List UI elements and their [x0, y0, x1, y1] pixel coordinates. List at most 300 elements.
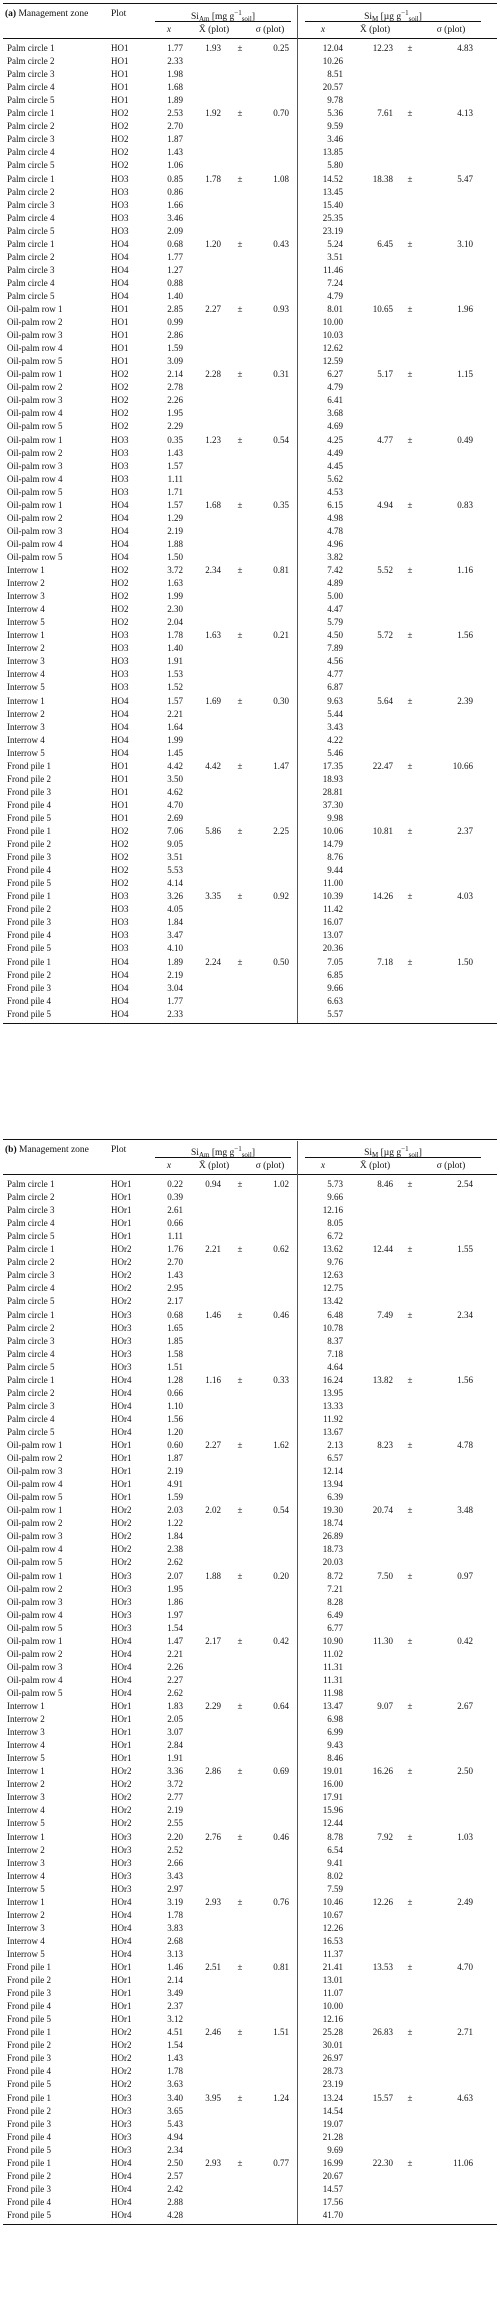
- cell-plot: HOr2: [111, 1779, 132, 1790]
- table-row: [3, 2183, 497, 2195]
- cell-xm: 6.39: [327, 1492, 343, 1503]
- cell-mean: 1.68: [205, 499, 221, 510]
- cell-x: 1.85: [167, 1335, 183, 1346]
- cell-plot: HOr3: [111, 1583, 132, 1594]
- si-m-sigma-header-text: σ (plot): [436, 1161, 466, 1171]
- cell-pmm: ±: [407, 499, 413, 510]
- cell-x: 0.66: [167, 1218, 183, 1229]
- si-am-sigma-header-text: σ (plot): [255, 25, 285, 35]
- cell-zone: Interrow 3: [7, 1857, 45, 1868]
- cell-zone: Interrow 4: [7, 1870, 45, 1881]
- table-row: [3, 1413, 497, 1425]
- table-top-rule: [3, 1139, 497, 1140]
- cell-plot: HOr4: [111, 1374, 132, 1385]
- cell-x: 2.05: [167, 1714, 183, 1725]
- cell-zone: Oil-palm row 4: [7, 1609, 63, 1620]
- cell-sigmam: 0.42: [457, 1635, 473, 1646]
- plot-header: [111, 8, 126, 20]
- cell-plot: HO4: [111, 512, 129, 523]
- cell-plot: HOr2: [111, 2079, 132, 2090]
- table-row: [3, 68, 497, 80]
- cell-xm: 10.00: [322, 2001, 343, 2012]
- cell-x: 3.83: [167, 1922, 183, 1933]
- cell-xm: 4.53: [327, 486, 343, 497]
- cell-zone: Palm circle 1: [7, 1179, 55, 1189]
- cell-xm: 17.35: [322, 760, 343, 771]
- cell-mean: 0.94: [205, 1179, 221, 1189]
- cell-meanm: 12.23: [372, 43, 393, 53]
- cell-xm: 4.64: [327, 1361, 343, 1372]
- table-row: [3, 1844, 497, 1856]
- si-am-group-header: [153, 7, 293, 25]
- si-am-x-header-text: x: [166, 1161, 172, 1171]
- si-am-group-header-unit-close: ]: [251, 12, 255, 22]
- cell-x: 2.09: [167, 225, 183, 236]
- cell-xm: 8.37: [327, 1335, 343, 1346]
- cell-mean: 1.20: [205, 238, 221, 249]
- cell-plot: HO1: [111, 317, 129, 328]
- si-am-mean-header-text: X̄ (plot): [198, 25, 230, 35]
- cell-x: 1.50: [167, 551, 183, 562]
- cell-zone: Palm circle 3: [7, 134, 55, 145]
- cell-xm: 20.67: [322, 2170, 343, 2181]
- cell-xm: 4.89: [327, 578, 343, 589]
- cell-plot: HO3: [111, 212, 129, 223]
- cell-x: 1.28: [167, 1374, 183, 1385]
- cell-plot: HOr3: [111, 1609, 132, 1620]
- cell-sigmam: 2.67: [457, 1701, 473, 1711]
- table-row: [3, 668, 497, 680]
- cell-xm: 13.62: [322, 1244, 343, 1255]
- cell-x: 2.97: [167, 1883, 183, 1894]
- cell-x: 1.78: [167, 1909, 183, 1920]
- table-row: [3, 616, 497, 628]
- plot-header-text: Plot: [111, 1145, 127, 1155]
- cell-sigma: 0.92: [273, 891, 289, 902]
- table-row: [3, 173, 497, 185]
- cell-xm: 12.14: [322, 1466, 343, 1477]
- cell-meanm: 5.64: [377, 695, 393, 706]
- table-row: [3, 1374, 497, 1386]
- cell-xm: 8.02: [327, 1870, 343, 1881]
- cell-xm: 9.98: [327, 812, 343, 823]
- cell-mean: 1.46: [205, 1309, 221, 1320]
- cell-xm: 11.02: [323, 1648, 343, 1659]
- cell-x: 2.14: [167, 369, 183, 380]
- cell-plot: HOr1: [111, 1179, 132, 1189]
- cell-zone: Interrow 2: [7, 1714, 45, 1725]
- management-zone-header: Management zone: [18, 9, 89, 19]
- cell-xm: 13.85: [322, 147, 343, 158]
- table-row: [3, 420, 497, 432]
- cell-xm: 21.28: [322, 2131, 343, 2142]
- si-am-x-header: [153, 24, 185, 36]
- cell-zone: Frond pile 4: [7, 995, 51, 1006]
- cell-plot: HO3: [111, 904, 129, 915]
- cell-xm: 12.26: [322, 1922, 343, 1933]
- cell-plot: HOr3: [111, 2131, 132, 2142]
- cell-x: 2.69: [167, 812, 183, 823]
- cell-plot: HO3: [111, 917, 129, 928]
- cell-zone: Oil-palm row 4: [7, 1544, 63, 1555]
- cell-zone: Interrow 3: [7, 656, 45, 667]
- table-row: [3, 94, 497, 106]
- cell-plot: HO1: [111, 812, 129, 823]
- cell-zone: Frond pile 5: [7, 878, 51, 889]
- cell-plot: HOr2: [111, 2027, 132, 2038]
- cell-x: 3.09: [167, 356, 183, 367]
- si-am-mean-header-text: X̄ (plot): [198, 1161, 230, 1171]
- cell-xm: 9.66: [327, 1192, 343, 1203]
- cell-x: 0.66: [167, 1387, 183, 1398]
- cell-x: 2.26: [167, 395, 183, 406]
- cell-plot: HOr3: [111, 2118, 132, 2129]
- cell-plot: HO4: [111, 995, 129, 1006]
- si-m-group-header-name: Si: [364, 12, 373, 22]
- cell-plot: HOr3: [111, 1570, 132, 1581]
- table-row: [3, 956, 497, 968]
- table-row: [3, 486, 497, 498]
- cell-plot: HO2: [111, 878, 129, 889]
- si-am-group-header-name: Si: [191, 12, 199, 22]
- cell-x: 1.71: [167, 486, 183, 497]
- cell-x: 2.53: [167, 108, 183, 119]
- cell-sigma: 0.62: [273, 1244, 289, 1255]
- cell-pmm: ±: [407, 304, 413, 314]
- cell-xm: 25.35: [322, 212, 343, 223]
- cell-sigma: 0.81: [273, 565, 289, 575]
- cell-x: 2.77: [167, 1792, 183, 1803]
- cell-pm: ±: [237, 956, 243, 967]
- cell-x: 2.26: [167, 1661, 183, 1672]
- cell-x: 1.53: [167, 669, 183, 680]
- cell-plot: HOr1: [111, 1192, 132, 1203]
- cell-xm: 16.07: [322, 917, 343, 928]
- cell-xm: 6.77: [327, 1622, 343, 1633]
- cell-pmm: ±: [407, 695, 413, 706]
- cell-zone: Oil-palm row 4: [7, 538, 63, 549]
- table-row: [3, 642, 497, 654]
- cell-zone: Frond pile 1: [7, 891, 51, 902]
- cell-zone: Palm circle 2: [7, 251, 55, 262]
- si-m-group-underline: [305, 1157, 481, 1158]
- cell-x: 2.66: [167, 1857, 183, 1868]
- cell-pmm: ±: [407, 1309, 413, 1320]
- cell-zone: Oil-palm row 4: [7, 408, 63, 419]
- cell-plot: HOr4: [111, 1387, 132, 1398]
- cell-x: 1.83: [167, 1701, 183, 1711]
- cell-zone: Oil-palm row 1: [7, 1505, 63, 1516]
- cell-zone: Frond pile 3: [7, 1988, 51, 1999]
- cell-zone: Frond pile 2: [7, 2105, 51, 2116]
- cell-zone: Oil-palm row 3: [7, 1466, 63, 1477]
- cell-x: 1.78: [167, 630, 183, 641]
- cell-xm: 12.75: [322, 1283, 343, 1294]
- cell-xm: 7.42: [327, 565, 343, 575]
- cell-x: 3.36: [167, 1766, 183, 1777]
- cell-x: 2.57: [167, 2170, 183, 2181]
- table-row: [3, 2052, 497, 2064]
- cell-x: 3.13: [167, 1948, 183, 1959]
- table-row: [3, 864, 497, 876]
- cell-plot: HOr2: [111, 1244, 132, 1255]
- table-row: [3, 1269, 497, 1281]
- cell-plot: HOr3: [111, 1883, 132, 1894]
- cell-meanm: 9.07: [377, 1701, 393, 1711]
- cell-zone: Frond pile 2: [7, 969, 51, 980]
- cell-plot: HOr3: [111, 2105, 132, 2116]
- cell-zone: Frond pile 4: [7, 2066, 51, 2077]
- table-row: [3, 903, 497, 915]
- cell-xm: 12.62: [322, 343, 343, 354]
- cell-plot: HO4: [111, 551, 129, 562]
- cell-sigmam: 2.54: [457, 1179, 473, 1189]
- cell-pm: ±: [237, 2092, 243, 2103]
- cell-pmm: ±: [407, 434, 413, 445]
- cell-zone: Oil-palm row 1: [7, 499, 63, 510]
- table-row: [3, 1883, 497, 1895]
- table-row: [3, 277, 497, 289]
- table-row: [3, 812, 497, 824]
- cell-x: 1.58: [167, 1348, 183, 1359]
- table-row: [3, 199, 497, 211]
- table-row: [3, 838, 497, 850]
- cell-plot: HO2: [111, 826, 129, 836]
- table-row: [3, 1230, 497, 1242]
- si-m-group-header-unit-close: ]: [418, 1148, 422, 1158]
- table-row: [3, 982, 497, 994]
- cell-plot: HOr4: [111, 1935, 132, 1946]
- table-row: [3, 342, 497, 354]
- cell-x: 2.30: [167, 604, 183, 615]
- si-am-sigma-header: [247, 1160, 293, 1172]
- cell-x: 3.26: [167, 891, 183, 902]
- cell-sigmam: 11.06: [453, 2157, 473, 2168]
- table-row: [3, 368, 497, 380]
- cell-plot: HOr4: [111, 2209, 132, 2220]
- table-row: [3, 1426, 497, 1438]
- cell-x: 1.54: [167, 1622, 183, 1633]
- table-row: [3, 538, 497, 550]
- cell-zone: Frond pile 4: [7, 799, 51, 810]
- cell-sigmam: 2.39: [457, 695, 473, 706]
- cell-mean: 1.23: [205, 434, 221, 445]
- si-am-group-header: [153, 1143, 293, 1161]
- cell-xm: 13.67: [322, 1426, 343, 1437]
- cell-xm: 7.21: [327, 1583, 343, 1594]
- table-row: [3, 355, 497, 367]
- cell-xm: 9.43: [327, 1740, 343, 1751]
- cell-xm: 11.31: [323, 1661, 343, 1672]
- cell-plot: HO1: [111, 760, 129, 771]
- cell-x: 2.62: [167, 1557, 183, 1568]
- cell-mean: 2.76: [205, 1831, 221, 1842]
- table-row: [3, 1295, 497, 1307]
- table-row: [3, 1570, 497, 1582]
- table-row: [3, 747, 497, 759]
- cell-x: 1.99: [167, 734, 183, 745]
- cell-sigma: 0.21: [273, 630, 289, 641]
- cell-xm: 6.72: [327, 1231, 343, 1242]
- cell-zone: Interrow 4: [7, 1805, 45, 1816]
- cell-xm: 9.76: [327, 1257, 343, 1268]
- cell-plot: HO3: [111, 434, 129, 445]
- cell-zone: Frond pile 1: [7, 1962, 51, 1972]
- table-row: [3, 1765, 497, 1777]
- cell-xm: 4.47: [327, 604, 343, 615]
- cell-xm: 16.24: [322, 1374, 343, 1385]
- cell-pmm: ±: [407, 1244, 413, 1255]
- si-m-mean-header: [349, 1160, 401, 1172]
- table-row: [3, 290, 497, 302]
- cell-zone: Frond pile 4: [7, 2131, 51, 2142]
- cell-meanm: 7.92: [377, 1831, 393, 1842]
- cell-xm: 13.33: [322, 1400, 343, 1411]
- cell-zone: Palm circle 4: [7, 1283, 55, 1294]
- cell-zone: Interrow 5: [7, 682, 45, 693]
- cell-zone: Oil-palm row 5: [7, 356, 63, 367]
- table-row: [3, 447, 497, 459]
- cell-x: 1.59: [167, 343, 183, 354]
- cell-plot: HO2: [111, 382, 129, 393]
- cell-pm: ±: [237, 2157, 243, 2168]
- cell-mean: 2.24: [205, 956, 221, 967]
- cell-meanm: 6.45: [377, 238, 393, 249]
- cell-zone: Oil-palm row 5: [7, 421, 63, 432]
- table-row: [3, 225, 497, 237]
- cell-xm: 3.68: [327, 408, 343, 419]
- cell-plot: HOr4: [111, 2196, 132, 2207]
- cell-plot: HOr2: [111, 2040, 132, 2051]
- cell-plot: HOr1: [111, 1440, 132, 1450]
- cell-sigmam: 0.49: [457, 434, 473, 445]
- cell-xm: 10.03: [322, 330, 343, 341]
- cell-zone: Oil-palm row 2: [7, 1583, 63, 1594]
- cell-xm: 10.06: [322, 826, 343, 836]
- cell-plot: HOr2: [111, 1805, 132, 1816]
- table-row: [3, 1191, 497, 1203]
- cell-sigma: 0.30: [273, 695, 289, 706]
- cell-zone: Interrow 3: [7, 591, 45, 602]
- cell-x: 3.40: [167, 2092, 183, 2103]
- table-row: [3, 1870, 497, 1882]
- cell-x: 2.19: [167, 525, 183, 536]
- cell-pmm: ±: [407, 1766, 413, 1777]
- cell-plot: HO3: [111, 199, 129, 210]
- cell-zone: Interrow 5: [7, 1948, 45, 1959]
- cell-zone: Frond pile 1: [7, 956, 51, 967]
- cell-xm: 14.57: [322, 2183, 343, 2194]
- cell-mean: 1.93: [205, 43, 221, 53]
- cell-plot: HOr1: [111, 1492, 132, 1503]
- cell-x: 3.49: [167, 1988, 183, 1999]
- cell-mean: 1.16: [205, 1374, 221, 1385]
- cell-pm: ±: [237, 1440, 243, 1450]
- cell-plot: HO1: [111, 82, 129, 93]
- cell-xm: 5.46: [327, 747, 343, 758]
- cell-xm: 21.41: [322, 1962, 343, 1972]
- table-row: [3, 2170, 497, 2182]
- cell-pm: ±: [237, 1635, 243, 1646]
- cell-pmm: ±: [407, 1701, 413, 1711]
- cell-meanm: 5.72: [377, 630, 393, 641]
- si-am-group-header-sub: Am: [198, 15, 210, 23]
- table-row: [3, 1739, 497, 1751]
- cell-zone: Oil-palm row 2: [7, 1453, 63, 1464]
- table-row: [3, 120, 497, 132]
- table-row: [3, 251, 497, 263]
- cell-sigmam: 4.03: [457, 891, 473, 902]
- cell-xm: 10.46: [322, 1896, 343, 1907]
- cell-zone: Interrow 2: [7, 578, 45, 589]
- cell-sigma: 0.35: [273, 499, 289, 510]
- cell-zone: Oil-palm row 5: [7, 1622, 63, 1633]
- cell-zone: Interrow 5: [7, 1753, 45, 1764]
- cell-meanm: 14.26: [372, 891, 393, 902]
- cell-sigma: 0.46: [273, 1831, 289, 1842]
- cell-pmm: ±: [407, 2027, 413, 2038]
- cell-pmm: ±: [407, 1505, 413, 1516]
- cell-x: 2.86: [167, 330, 183, 341]
- cell-plot: HO4: [111, 290, 129, 301]
- cell-zone: Frond pile 1: [7, 760, 51, 771]
- cell-xm: 11.00: [323, 878, 343, 889]
- cell-pmm: ±: [407, 1440, 413, 1450]
- cell-zone: Frond pile 2: [7, 839, 51, 850]
- cell-sigmam: 4.83: [457, 43, 473, 53]
- si-m-group-header-unit-sup: −1: [401, 9, 409, 17]
- cell-mean: 2.17: [205, 1635, 221, 1646]
- cell-xm: 4.69: [327, 421, 343, 432]
- cell-xm: 9.69: [327, 2144, 343, 2155]
- cell-x: 1.11: [167, 1231, 183, 1242]
- cell-x: 3.47: [167, 930, 183, 941]
- si-am-sigma-header: [247, 24, 293, 36]
- cell-x: 1.65: [167, 1322, 183, 1333]
- cell-xm: 5.57: [327, 1008, 343, 1019]
- cell-xm: 6.41: [327, 395, 343, 406]
- cell-xm: 17.91: [322, 1792, 343, 1803]
- cell-x: 1.89: [167, 95, 183, 106]
- cell-x: 2.88: [167, 2196, 183, 2207]
- table-row: [3, 1700, 497, 1712]
- cell-x: 1.10: [167, 1400, 183, 1411]
- cell-x: 1.57: [167, 695, 183, 706]
- cell-x: 4.28: [167, 2209, 183, 2220]
- cell-sigma: 2.25: [273, 826, 289, 836]
- table-row: [3, 394, 497, 406]
- cell-xm: 4.77: [327, 669, 343, 680]
- cell-zone: Frond pile 2: [7, 904, 51, 915]
- cell-mean: 1.88: [205, 1570, 221, 1581]
- cell-x: 1.66: [167, 199, 183, 210]
- cell-xm: 6.49: [327, 1609, 343, 1620]
- cell-pmm: ±: [407, 43, 413, 53]
- cell-pmm: ±: [407, 2092, 413, 2103]
- cell-xm: 20.03: [322, 1557, 343, 1568]
- cell-sigma: 0.64: [273, 1701, 289, 1711]
- cell-x: 2.33: [167, 1008, 183, 1019]
- cell-x: 9.05: [167, 839, 183, 850]
- cell-xm: 5.44: [327, 708, 343, 719]
- table-label-text: (a): [5, 9, 17, 19]
- table-row: [3, 159, 497, 171]
- cell-zone: Palm circle 5: [7, 1361, 55, 1372]
- cell-x: 0.35: [167, 434, 183, 445]
- si-m-sigma-header-text: σ (plot): [436, 25, 466, 35]
- table-label: [5, 8, 88, 20]
- cell-x: 5.43: [167, 2118, 183, 2129]
